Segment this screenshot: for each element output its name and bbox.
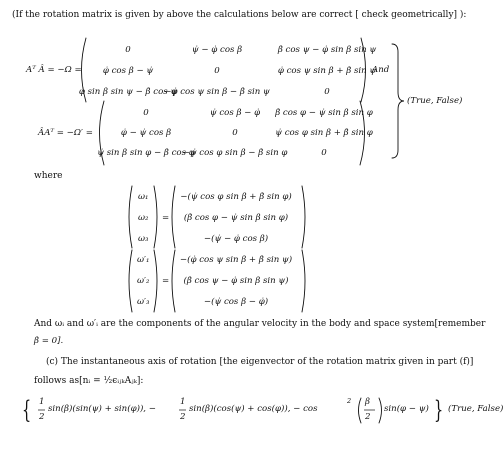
eq2-r2c2: 0 (321, 148, 327, 158)
eq2-r1c2: ψ̇ cos φ sin β + β̇ sin φ (275, 128, 373, 138)
omega-right-paren-close-2 (302, 250, 305, 312)
omega-rhs-2: (β̇ cos φ − ψ̇ sin β sin φ) (183, 213, 289, 223)
beta-half-right-paren (379, 398, 382, 423)
eq1-r2c2: 0 (324, 87, 330, 97)
eq1-right-paren (361, 38, 366, 102)
omega-right-paren-open-1 (172, 186, 175, 248)
final-term-3: sin(φ − ψ) (384, 404, 429, 414)
frac3-num: β (365, 397, 370, 407)
paragraph-beta-note: β̇ = 0]. (34, 336, 64, 346)
frac3-den: 2 (365, 412, 371, 422)
omega-left-paren-1 (129, 186, 132, 248)
right-curly-brace: } (434, 396, 444, 424)
omega-prime-2: ω′₂ (137, 276, 150, 286)
omega-right-paren-close-1 (302, 186, 305, 248)
final-term-1: sin(β)(sin(ψ) + sin(φ)), − (48, 404, 156, 414)
paragraph-angular-velocity: And ωᵢ and ω′ᵢ are the components of the angular velocity in the body and space system[remember (34, 319, 486, 329)
omega-rhs-5: (β̇ cos ψ − φ̇ sin β sin ψ) (183, 276, 289, 286)
true-false-label: (True, False) (407, 96, 463, 106)
eq2-r0c0: 0 (143, 108, 149, 118)
and-label: And (372, 65, 390, 75)
where-label: where (34, 171, 63, 181)
eq2-r2c0: ψ̇ sin β sin φ − β̇ cos φ (97, 148, 195, 158)
frac1-num: 1 (39, 397, 45, 407)
omega-right-paren-open-2 (172, 250, 175, 312)
omega-left-paren-2 (129, 250, 132, 312)
omega-left-right-paren-2 (154, 250, 157, 312)
eq2-r1c1: 0 (232, 128, 238, 138)
frac2-den: 2 (180, 412, 186, 422)
beta-half-left-paren (359, 398, 362, 423)
eq1-r1c1: 0 (214, 66, 220, 76)
omega-rhs-4: −(φ̇ cos ψ sin β + β̇ sin ψ) (179, 255, 293, 265)
intro-text: (If the rotation matrix is given by above the calculations below are correct [ check geometrically] ): (12, 10, 467, 20)
omega-rhs-1: −(ψ̇ cos φ sin β + β̇ sin φ) (180, 192, 292, 202)
final-term-2: sin(β)(cos(ψ) + cos(φ)), − cos (189, 404, 318, 414)
omega-rhs-3: −(ψ̇ − φ̇ cos β) (203, 234, 269, 244)
omega-2: ω₂ (138, 213, 149, 223)
eq1-r1c0: φ̇ cos β − ψ̇ (102, 66, 154, 76)
eq2-right-paren (360, 101, 365, 165)
frac1-den: 2 (39, 412, 45, 422)
omega-prime-1: ω′₁ (137, 255, 150, 265)
eq2-r2c1: −ψ̇ cos φ sin β − β̇ sin φ (182, 148, 288, 158)
eq1-r0c1: ψ̇ − φ̇ cos β (191, 45, 243, 55)
eq2-lhs: ÂAᵀ = −Ω′ = (38, 128, 93, 138)
omega-rhs-6: −(ψ̇ cos β − φ̇) (203, 297, 269, 307)
left-curly-brace: { (22, 396, 32, 424)
omega-prime-3: ω′₃ (137, 297, 150, 307)
eq2-r1c0: φ̇ − ψ̇ cos β (120, 128, 172, 138)
paragraph-part-c: (c) The instantaneous axis of rotation [the eigenvector of the rotation matrix given in part (f)] (46, 357, 474, 367)
omega-left-right-paren-1 (154, 186, 157, 248)
eq1-r1c2: φ̇ cos ψ sin β + β̇ sin ψ (277, 66, 377, 76)
equals-sign-1: = (162, 213, 170, 223)
eq2-r0c1: ψ̇ cos β − φ̇ (209, 108, 261, 118)
cos-squared-exponent: 2 (347, 397, 352, 405)
eq1-lhs: Aᵀ Â = −Ω = (26, 65, 82, 75)
eq2-r0c2: β̇ cos φ − ψ̇ sin β sin φ (275, 108, 373, 118)
paragraph-follows: follows as[nᵢ = ½ϵᵢⱼₖAⱼₖ]: (34, 376, 144, 386)
final-true-false: (True, False) (448, 404, 503, 414)
eq1-r2c1: −φ̇ cos ψ sin β − β̇ sin ψ (164, 87, 270, 97)
eq2-left-paren (100, 101, 105, 165)
omega-1: ω₁ (138, 192, 149, 202)
eq1-left-paren (82, 38, 87, 102)
eq1-r2c0: φ̇ sin β sin ψ − β̇ cos ψ (78, 87, 178, 97)
eq1-r0c0: 0 (125, 45, 131, 55)
frac2-num: 1 (180, 397, 186, 407)
group-curly-brace (392, 44, 404, 158)
eq1-r0c2: β̇ cos ψ − φ̇ sin β sin ψ (277, 45, 377, 55)
omega-3: ω₃ (138, 234, 149, 244)
equals-sign-2: = (162, 276, 170, 286)
